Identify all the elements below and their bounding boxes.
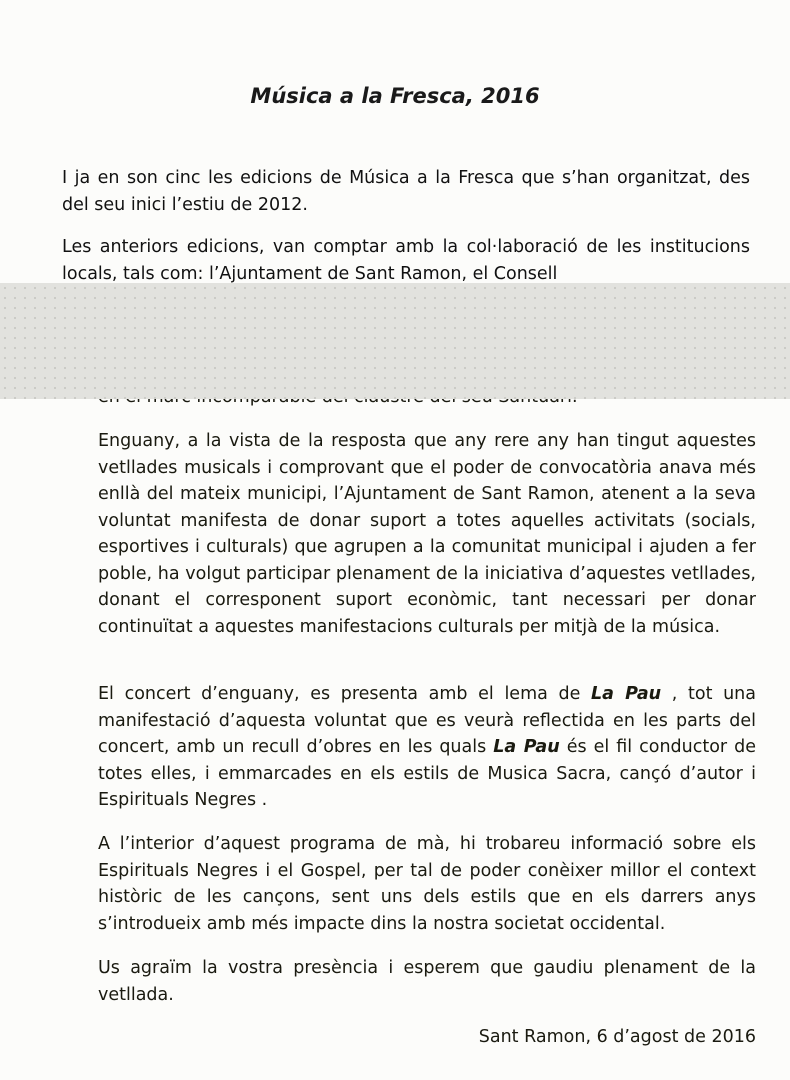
concert-text-b: , tot una manifestació d’aquesta voluntat que es veurà reflectida en les parts del concert, amb un recull d’obres en les quals <box>98 684 756 757</box>
document-title: Música a la Fresca, 2016 <box>250 84 540 108</box>
concert-text-c: és el fil conductor de totes elles, i emmarcades en els estils de Musica Sacra, cançó d’autor i Espirituals Negres . <box>98 737 756 810</box>
paragraph-interior: A l’interior d’aquest programa de mà, hi trobareu informació sobre els Espirituals Negres i el Gospel, per tal de poder conèixer millor el context històric de les cançons, sent uns dels estils que en els darrers anys s’introdueix amb més impacte dins la nostra societat occidental. <box>98 834 756 934</box>
signature-date: Sant Ramon, 6 d’agost de 2016 <box>478 1027 756 1047</box>
paragraph-enguany: Enguany, a la vista de la resposta que any rere any han tingut aquestes vetllades musicals i comprovant que el poder de convocatòria anava més enllà del mateix municipi, l’Ajuntament de Sant Ramon, atenent a la seva voluntat manifesta de donar suport a totes aquelles activitats (socials, esportives i culturals) que agrupen a la comunitat municipal i ajuden a fer poble, ha volgut participar plenament de la iniciativa d’aquestes vetllades, donant el corresponent suport econòmic, tant necessari per donar continuïtat a aquestes manifestacions culturals per mitjà de la música. <box>98 431 756 637</box>
lema-emphasis-2: La Pau <box>493 737 560 757</box>
concert-text-a: El concert d’enguany, es presenta amb el lema de <box>98 684 592 704</box>
paragraph-concert <box>98 681 756 814</box>
paragraph-agraim: Us agraïm la vostra presència i esperem que gaudiu plenament de la vetllada. <box>98 958 756 1005</box>
paragraph-previous: Les anteriors edicions, van comptar amb la col·laboració de les institucions locals, tals com: l’Ajuntament de Sant Ramon, el Consell <box>62 237 750 284</box>
paragraph-intro: I ja en son cinc les edicions de Música a la Fresca que s’han organitzat, des del seu inici l’estiu de 2012. <box>62 168 750 215</box>
obscured-band <box>0 283 790 399</box>
lema-emphasis: La Pau <box>591 684 662 704</box>
